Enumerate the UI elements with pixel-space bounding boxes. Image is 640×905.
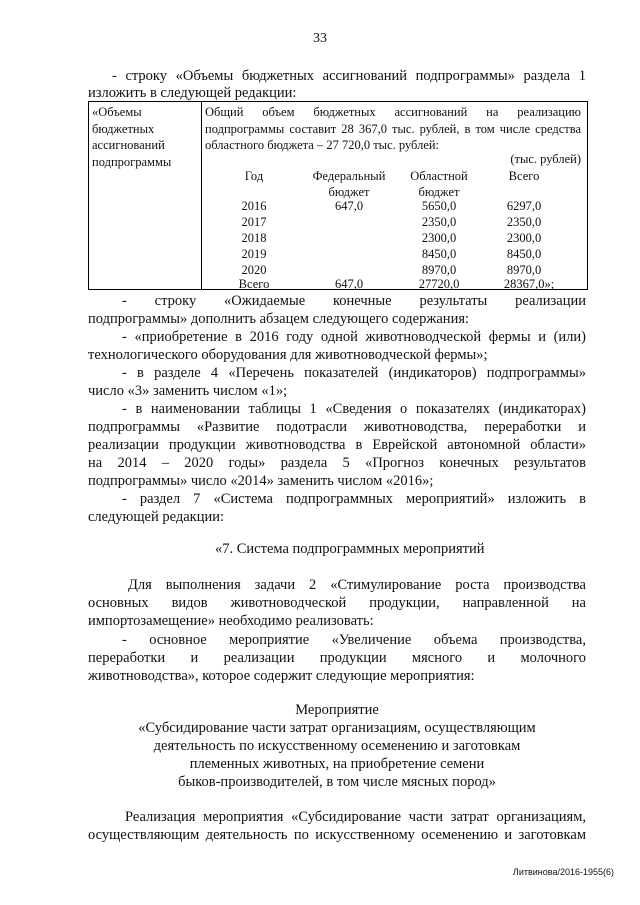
para1-line: - строку «Ожидаемые конечные результаты реализации <box>122 293 586 309</box>
row-total: 6297,0 <box>506 199 542 213</box>
row-total-total: 28367,0»; <box>503 277 555 291</box>
section-heading: «7. Система подпрограммных мероприятий <box>215 541 485 557</box>
row-regional: 2300,0 <box>421 231 457 245</box>
row-year: 2019 <box>241 247 267 261</box>
left-line: бюджетных <box>92 121 155 136</box>
row-regional: 5650,0 <box>421 199 457 213</box>
para4-line: подпрограммы» число «2014» заменить числом «2016»; <box>88 473 434 489</box>
row-regional-total: 27720,0 <box>418 277 460 291</box>
para4-line: - в наименовании таблицы 1 «Сведения о показателях (индикаторах) <box>122 401 586 417</box>
row-year: 2018 <box>241 231 267 245</box>
header-regional: Областной <box>410 169 468 183</box>
measure-line: быков-производителей, в том числе мясных пород» <box>178 774 496 790</box>
header-total: Всего <box>508 169 540 183</box>
header-federal: Федеральный <box>312 169 386 183</box>
row-year: 2020 <box>241 263 267 277</box>
para7-line: - основное мероприятие «Увеличение объема производства, <box>122 632 586 648</box>
row-regional: 8970,0 <box>421 263 457 277</box>
right-line: Общий объем бюджетных ассигнований на реализацию <box>205 105 581 119</box>
left-line: «Объемы <box>92 105 142 119</box>
table-right-cell <box>205 104 581 154</box>
budget-table <box>88 101 588 290</box>
para6-line: импортозамещение» необходимо реализовать: <box>88 613 374 629</box>
para6-line: Для выполнения задачи 2 «Стимулирование роста производства <box>128 577 586 593</box>
row-total: 2300,0 <box>506 231 542 245</box>
page-number: 33 <box>313 31 327 46</box>
row-year: 2016 <box>241 199 267 213</box>
para5-line: следующей редакции: <box>88 509 225 525</box>
row-federal: 647,0 <box>334 199 364 213</box>
measure-line: «Субсидирование части затрат организациям, осуществляющим <box>138 720 536 736</box>
para4-line: подпрограммы «Развитие подотрасли животноводства, переработки и <box>88 419 586 435</box>
document-footer-code: Литвинова/2016-1955(6) <box>512 867 614 877</box>
para6-line: основных видов животноводческой продукции, направленной на <box>88 595 586 611</box>
row-total: 2350,0 <box>506 215 542 229</box>
left-line: ассигнований <box>92 138 165 152</box>
row-total: 8970,0 <box>506 263 542 277</box>
para2-line: технологического оборудования для животноводческой фермы»; <box>88 347 488 363</box>
para1-line: подпрограммы» дополнить абзацем следующего содержания: <box>88 311 470 327</box>
table-left-cell <box>92 104 198 170</box>
right-line: областного бюджета – 27 720,0 тыс. рублей: <box>205 138 440 152</box>
para3-line: число «3» заменить числом «1»; <box>88 383 288 399</box>
intro-line-1: - строку «Объемы бюджетных ассигнований подпрограммы» раздела 1 <box>112 68 586 84</box>
row-regional: 8450,0 <box>421 247 457 261</box>
row-federal-total: 647,0 <box>334 277 364 291</box>
left-line: подпрограммы <box>92 154 172 169</box>
row-year-total: Всего <box>238 277 270 291</box>
para5-line: - раздел 7 «Система подпрограммных мероприятий» изложить в <box>122 491 586 507</box>
para3-line: - в разделе 4 «Перечень показателей (индикаторов) подпрограммы» <box>122 365 586 381</box>
row-year: 2017 <box>241 215 267 229</box>
row-total: 8450,0 <box>506 247 542 261</box>
measure-line: деятельность по искусственному осеменению и заготовкам <box>153 738 521 754</box>
table-divider <box>201 102 202 289</box>
para4-line: реализации продукции животноводства в Еврейской автономной области» <box>88 437 586 453</box>
para8-line: осуществляющим деятельность по искусственному осеменению и заготовкам <box>88 827 586 843</box>
header-federal-2: бюджет <box>328 185 370 199</box>
right-line: подпрограммы составит 28 367,0 тыс. рублей, в том числе средства <box>205 121 581 136</box>
intro-line-2: изложить в следующей редакции: <box>88 85 297 101</box>
para7-line: переработки и реализации продукции мясного и молочного <box>88 650 586 666</box>
para2-line: - «приобретение в 2016 году одной животноводческой фермы и (или) <box>122 329 586 345</box>
measure-line: племенных животных, на приобретение семени <box>189 756 485 772</box>
para8-line: Реализация мероприятия «Субсидирование части затрат организациям, <box>125 809 586 825</box>
para7-line: животноводства», которое содержит следующие мероприятия: <box>88 668 475 684</box>
header-year: Год <box>244 169 264 183</box>
header-regional-2: бюджет <box>418 185 460 199</box>
measure-title: Мероприятие <box>295 702 379 718</box>
units-label: (тыс. рублей) <box>510 152 581 166</box>
para4-line: на 2014 – 2020 годы» раздела 5 «Прогноз конечных результатов <box>88 455 586 471</box>
row-regional: 2350,0 <box>421 215 457 229</box>
